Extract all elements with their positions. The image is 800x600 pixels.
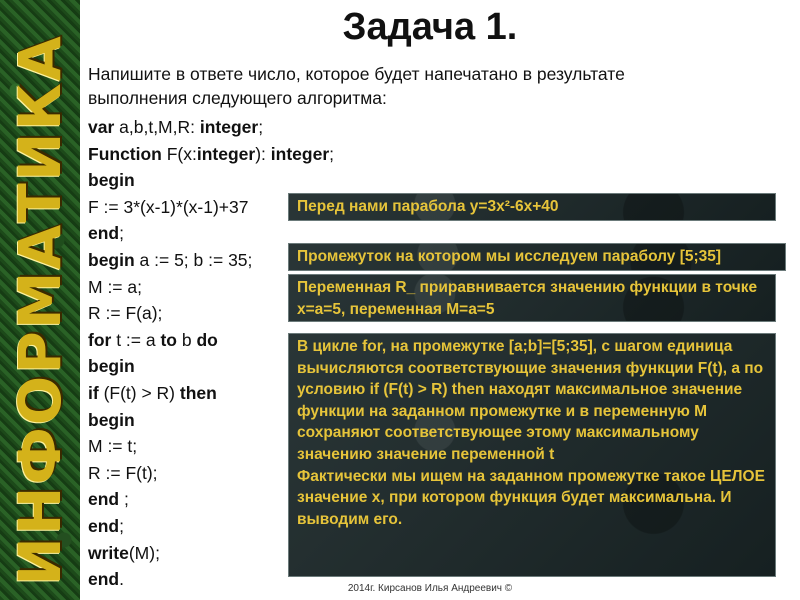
code-text: (F(t) > R) [98,382,180,403]
code-keyword: begin [88,249,135,270]
code-text: b [176,329,197,350]
code-keyword: if [88,382,99,403]
code-text: ; [119,515,124,536]
note-loop [288,333,776,577]
code-keyword: end [88,489,120,510]
note-interval-text: Промежуток на котором мы исследуем параболу [5;35] [297,248,722,265]
code-line [88,167,334,194]
code-keyword: to [160,329,177,350]
note-variable-text: Переменная R_ приравнивается значению функции в точке x=a=5, переменная M=a=5 [297,279,758,318]
sidebar-banner [0,0,80,600]
code-line [88,114,334,141]
code-keyword: integer [270,143,330,164]
code-text: . [119,569,124,590]
code-text: a,b,t,M,R: [114,117,200,137]
code-text: F := 3*(x-1)*(x-1)+37 [88,196,249,217]
footer-credit: 2014г. Кирсанов Илья Андреевич © [347,583,513,594]
code-keyword: end [88,569,120,590]
code-keyword: begin [88,356,135,377]
code-keyword: begin [88,170,135,191]
code-text: R := F(t); [88,462,158,483]
code-keyword: integer [196,143,256,164]
slide-title: Задача 1. [342,6,518,48]
code-keyword: end [88,223,120,244]
code-line [88,141,334,168]
code-text: (M); [128,542,160,563]
note-loop-text: В цикле for, на промежутке [a;b]=[5;35], с шагом единица вычисляются соответствующие значения функции F(t), а по условию if (F(t) > R) then находят максимальное значение функции на заданном промежутке и в переменную M сохраняют соответствующее этому максимальному значению значение переменной t [297,338,764,463]
code-text: ; [119,489,129,510]
code-keyword: integer [199,117,259,137]
code-keyword: do [196,329,218,350]
code-text: a := 5; b := 35; [134,249,253,270]
code-text: ; [119,223,124,244]
note-parabola [288,193,776,221]
note-parabola-text: Перед нами парабола y=3x²-6x+40 [297,198,559,215]
code-text: R := F(a); [88,303,163,324]
code-keyword: then [179,382,217,403]
code-text: t := a [111,329,161,350]
code-keyword: end [88,515,120,536]
code-keyword: begin [88,409,135,430]
subject-title: ИНФОРМАТИКА [6,34,74,586]
code-keyword: write [88,542,129,563]
note-summary-text: Фактически мы ищем на заданном промежутке такое ЦЕЛОЕ значение x, при котором функция будет максимальна. И выводим его. [297,467,765,528]
code-text: M := t; [88,436,138,457]
code-text: ; [258,117,264,137]
code-text: M := a; [88,276,142,297]
note-interval [288,243,786,271]
code-keyword: for [88,329,112,350]
task-statement: Напишите в ответе число, которое будет напечатано в результате выполнения следующего алгоритма: [88,64,625,108]
code-keyword: Function [88,143,162,164]
note-variable [288,274,776,322]
code-text: ): [255,143,271,164]
code-text: ; [329,143,335,164]
code-text: F(x: [161,143,197,164]
code-keyword: var [88,117,115,137]
